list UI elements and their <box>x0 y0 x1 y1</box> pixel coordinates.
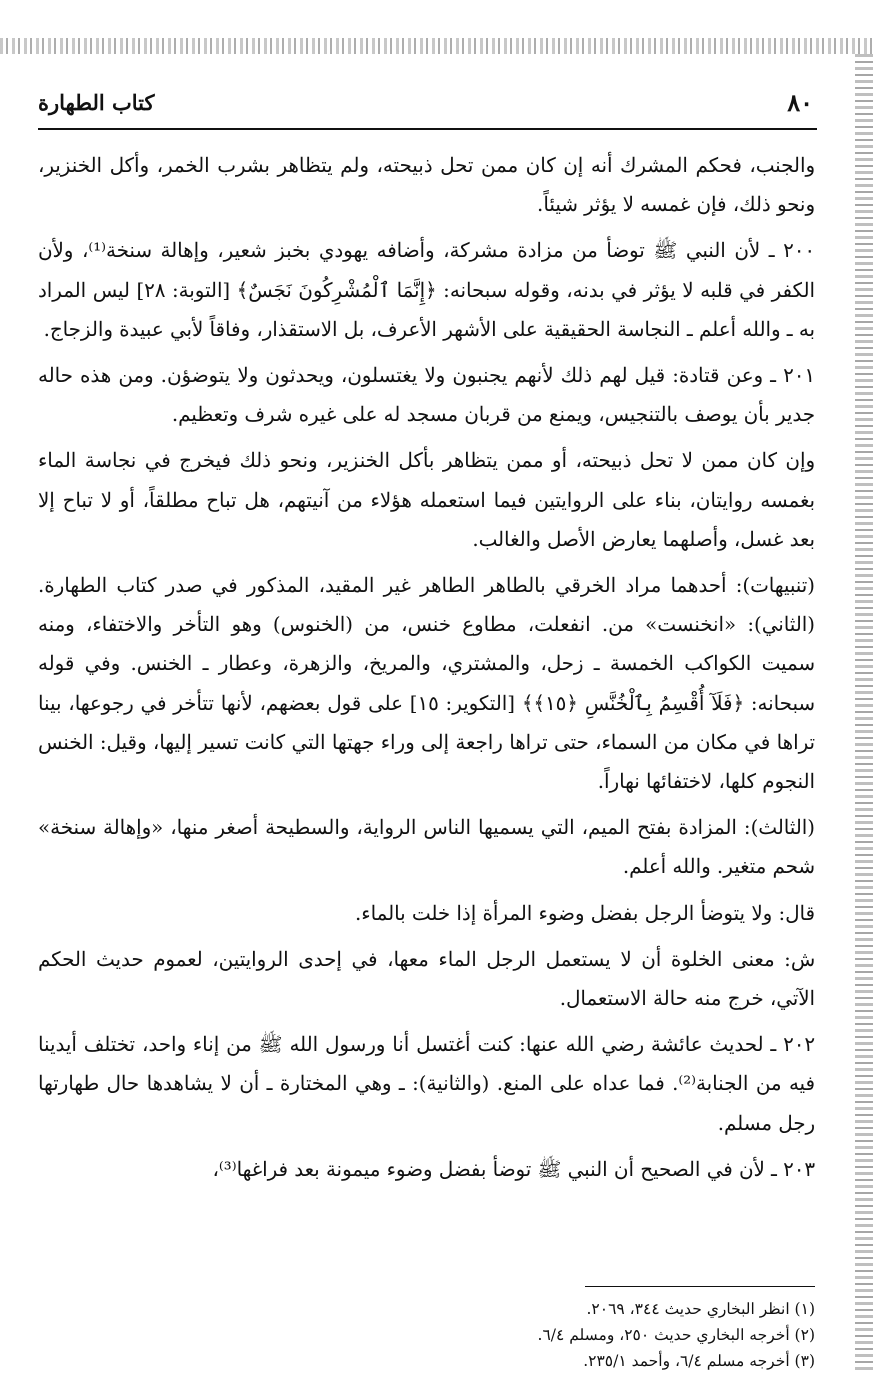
chapter-title: كتاب الطهارة <box>38 90 155 115</box>
paragraph: (تنبيهات): أحدهما مراد الخرقي بالطاهر الطاهر غير المقيد، المذكور في صدر كتاب الطهارة. (الثاني): «انخنست» من. انفعلت، مطاوع خنس، من (الخنوس) وهو التأخر والاختفاء، ومنه سميت الكواكب الخمسة ـ زحل، والمشتري، والمريخ، والزهرة، وعطار ـ الخنس. وفي قوله سبحانه: ﴿فَلَآ أُقْسِمُ بِٱلْخُنَّسِ ﴿١٥﴾﴾ [التكوير: ١٥] على قول بعضهم، لأنها تتأخر في رجوعها، بينا تراها في مكان من السماء، حتى تراها راجعة إلى وراء جهتها التي كانت تسير إليها، وقيل: الخنس النجوم كلها، لاختفائها نهاراً. <box>38 574 815 794</box>
page-header <box>38 84 817 130</box>
footnote-separator <box>585 1286 815 1287</box>
paragraph: ش: معنى الخلوة أن لا يستعمل الرجل الماء معها، في إحدى الروايتين، لعموم حديث الحكم الآتي، خرج منه حالة الاستعمال. <box>38 947 815 1011</box>
footnote: (١) انظر البخاري حديث ٣٤٤، ٢٠٦٩. <box>586 1300 815 1318</box>
top-ornament-border <box>0 38 873 54</box>
footnote: (٢) أخرجه البخاري حديث ٢٥٠، ومسلم ٦/٤. <box>537 1326 815 1344</box>
right-ornament-border <box>855 54 873 1371</box>
paragraph: (الثالث): المزادة بفتح الميم، التي يسميها الناس الرواية، والسطيحة أصغر منها، «وإهالة سنخة» شحم متغير. والله أعلم. <box>38 816 815 879</box>
paragraph: والجنب، فحكم المشرك أنه إن كان ممن تحل ذبيحته، ولم يتظاهر بشرب الخمر، وأكل الخنزير، ونحو ذلك، فإن غمسه لا يؤثر شيئاً. <box>38 154 815 217</box>
paragraph: وإن كان ممن لا تحل ذبيحته، أو ممن يتظاهر بأكل الخنزير، ونحو ذلك فيخرج في نجاسة الماء بغمسه روايتان، بناء على الروايتين فيما استعمله هؤلاء من آنيتهم، هل تباح مطلقاً، أو لا تباح إلا بعد غسل، وأصلهما يعارض الأصل والغالب. <box>38 449 815 551</box>
paragraph: ٢٠٠ ـ لأن النبي ﷺ توضأ من مزادة مشركة، وأضافه يهودي بخبز شعير، وإهالة سنخة⁽¹⁾، ولأن الكفر في قلبه لا يؤثر في بدنه، وقوله سبحانه: ﴿إِنَّمَا ٱلْمُشْرِكُونَ نَجَسٌ﴾ [التوبة: ٢٨] ليس المراد به ـ والله أعلم ـ النجاسة الحقيقية على الأشهر الأعرف، بل الاستقذار، وفاقاً لأبي عبيدة والزجاج. <box>38 239 816 341</box>
paragraph: قال: ولا يتوضأ الرجل بفضل وضوء المرأة إذا خلت بالماء. <box>355 901 815 925</box>
footnote: (٣) أخرجه مسلم ٦/٤، وأحمد ٢٣٥/١. <box>583 1352 815 1370</box>
paragraph: ٢٠٣ ـ لأن في الصحيح أن النبي ﷺ توضأ بفضل وضوء ميمونة بعد فراغها⁽³⁾، <box>212 1157 815 1181</box>
footnotes <box>38 1296 815 1374</box>
main-text <box>38 146 815 1196</box>
page-number: ٨٠ <box>787 88 813 117</box>
paragraph: ٢٠١ ـ وعن قتادة: قيل لهم ذلك لأنهم يجنبون ولا يغتسلون، ويحدثون ولا يتوضؤن. ومن هذه حاله جدير بأن يوصف بالتنجيس، ويمنع من قربان مسجد له على غيره شرف وتعظيم. <box>38 364 815 427</box>
paragraph: ٢٠٢ ـ لحديث عائشة رضي الله عنها: كنت أغتسل أنا ورسول الله ﷺ من إناء واحد، تختلف أيدينا فيه من الجنابة⁽²⁾. فما عداه على المنع. (والثانية): ـ وهي المختارة ـ أن لا يشاهدها حال طهارتها رجل مسلم. <box>38 1033 815 1135</box>
